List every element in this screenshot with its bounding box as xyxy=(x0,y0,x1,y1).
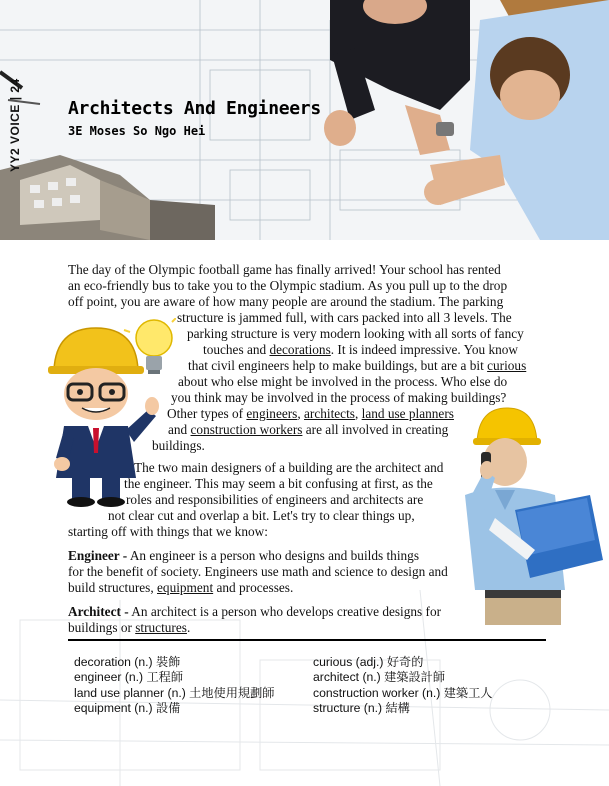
vocab-item: construction worker (n.) 建築工人 xyxy=(313,685,493,700)
vocab-item: decoration (n.) 裝飾 xyxy=(74,655,181,669)
equipment-term: equipment xyxy=(157,580,214,595)
engineer-definition-line-2: for the benefit of society. Engineers use math and science to design and xyxy=(68,564,448,579)
engineers-term: engineers xyxy=(246,406,298,421)
author-byline: 3E Moses So Ngo Hei xyxy=(68,124,206,138)
hero-photo xyxy=(0,0,609,240)
paragraph-1-line-5: parking structure is very modern looking with all sorts of fancy xyxy=(187,326,524,341)
vocab-item: architect (n.) 建築設計師 xyxy=(313,670,446,685)
paragraph-1-line-7: that civil engineers help to make buildings, but are a bit curious xyxy=(188,358,527,373)
paragraph-1-line-10: Other types of engineers, architects, land use planners xyxy=(167,406,454,421)
architect-term: Architect - xyxy=(68,604,129,619)
page-title: Architects And Engineers xyxy=(68,98,321,119)
magazine-side-label: YY2 VOICE | 24 xyxy=(8,78,22,172)
structures-term: structures xyxy=(135,620,187,635)
construction-workers-term: construction workers xyxy=(190,422,303,437)
paragraph-1-line-9: you think may be involved in the process of making buildings? xyxy=(171,390,507,405)
engineer-with-phone-photo xyxy=(455,400,605,625)
paragraph-1-line-6: touches and decorations. It is indeed impressive. You know xyxy=(203,342,519,357)
architect-definition-line-2: buildings or structures. xyxy=(68,620,191,635)
paragraph-1-line-11: and construction workers are all involved in creating xyxy=(168,422,449,437)
paragraph-1-line-3: off point, you are aware of how many people are around the stadium. The parking xyxy=(68,294,504,309)
engineer-term: Engineer - xyxy=(68,548,128,563)
architect-definition-line-1: Architect - An architect is a person who develops creative designs for xyxy=(68,604,442,619)
paragraph-2-line-4: not clear cut and overlap a bit. Let's try to clear things up, xyxy=(108,508,415,523)
vocab-item: structure (n.) 結構 xyxy=(313,700,410,715)
land-use-planners-term: land use planners xyxy=(361,406,454,421)
blueprint-desk-illustration xyxy=(0,0,609,240)
curious-term: curious xyxy=(487,358,527,373)
vocabulary-divider xyxy=(68,639,546,641)
decorations-term: decorations xyxy=(269,342,331,357)
vocab-item: equipment (n.) 設備 xyxy=(74,700,181,715)
paragraph-1-line-2: an eco-friendly bus to take you to the Olympic stadium. As you pull up to the drop xyxy=(68,278,508,293)
engineer-definition-line-3: build structures, equipment and processes. xyxy=(68,580,294,595)
paragraph-2-line-1: The two main designers of a building are the architect and xyxy=(134,460,444,475)
paragraph-2-line-2: the engineer. This may seem a bit confusing at first, as the xyxy=(124,476,433,491)
paragraph-1-line-12: buildings. xyxy=(152,438,205,453)
paragraph-1-line-8: about who else might be involved in the process. Who else do xyxy=(178,374,508,389)
vocabulary-list-right xyxy=(313,655,492,716)
paragraph-1-line-1: The day of the Olympic football game has finally arrived! Your school has rented xyxy=(68,262,501,277)
vocabulary-list-left xyxy=(74,655,275,716)
paragraph-2-line-5: starting off with things that we know: xyxy=(68,524,268,539)
vocab-item: land use planner (n.) 土地使用規劃師 xyxy=(74,685,275,700)
paragraph-1-line-4: structure is jammed full, with cars packed into all 3 levels. The xyxy=(177,310,512,325)
architects-term: architects xyxy=(304,406,355,421)
paragraph-2-line-3: roles and responsibilities of engineers and architects are xyxy=(126,492,424,507)
vocab-item: engineer (n.) 工程師 xyxy=(74,670,184,685)
engineer-definition-line-1: Engineer - An engineer is a person who designs and builds things xyxy=(68,548,419,563)
vocab-item: curious (adj.) 好奇的 xyxy=(313,655,424,669)
